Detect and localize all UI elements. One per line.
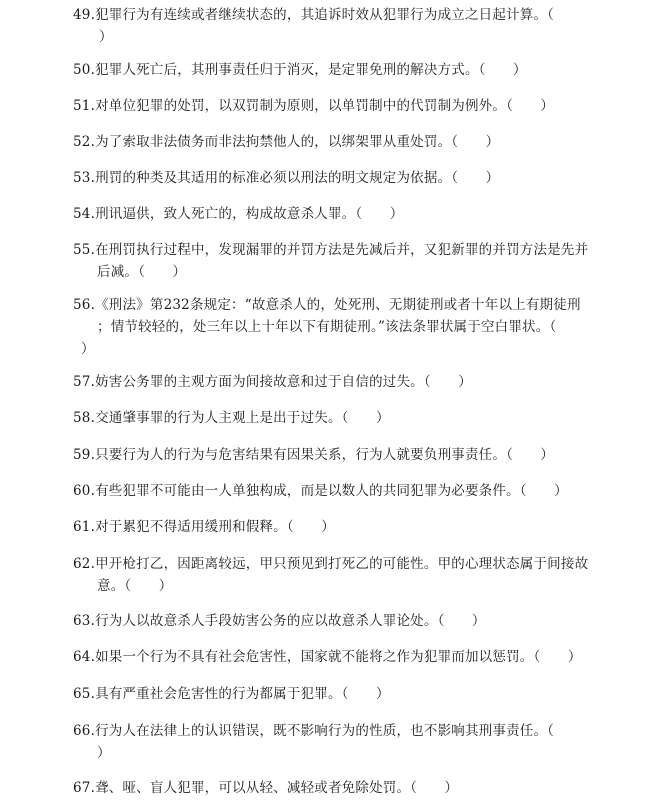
- question-text: 妨害公务罪的主观方面为间接故意和过于自信的过失。（ ）: [95, 374, 472, 390]
- question-text: 为了索取非法债务而非法拘禁他人的，以绑架罪从重处罚。（ ）: [95, 134, 500, 150]
- question-number: 57.: [73, 374, 96, 390]
- question-number: 52.: [73, 134, 96, 150]
- question-number: 64.: [73, 649, 96, 665]
- question-text: 对于累犯不得适用缓刑和假释。（ ）: [95, 519, 335, 535]
- question-52: [73, 131, 593, 153]
- question-text: 交通肇事罪的行为人主观上是出于过失。（ ）: [95, 410, 390, 426]
- question-61: [73, 516, 593, 538]
- question-56: [73, 294, 593, 360]
- question-number: 67.: [73, 780, 96, 796]
- question-text: 刑讯逼供，致人死亡的，构成故意杀人罪。（ ）: [95, 206, 404, 222]
- question-number: 50.: [73, 62, 96, 78]
- question-number: 61.: [73, 519, 96, 535]
- question-number: 63.: [73, 613, 96, 629]
- question-63: [73, 610, 593, 632]
- question-62: [73, 553, 593, 597]
- question-text: 具有严重社会危害性的行为都属于犯罪。（ ）: [95, 686, 390, 702]
- question-49: [73, 4, 593, 48]
- question-number: 59.: [73, 447, 96, 463]
- question-text: 聋、哑、盲人犯罪，可以从轻、减轻或者免除处罚。（ ）: [95, 780, 459, 796]
- question-55: [73, 239, 593, 283]
- question-text-continuation: ）: [97, 745, 111, 761]
- question-text-continuation-2: ）: [81, 341, 95, 357]
- question-text: 行为人在法律上的认识错误，既不影响行为的性质，也不影响其刑事责任。（: [95, 723, 555, 739]
- question-text: 刑罚的种类及其适用的标准必须以刑法的明文规定为依据。（ ）: [95, 170, 500, 186]
- question-66: [73, 720, 593, 764]
- question-number: 51.: [73, 98, 96, 114]
- question-67: [73, 777, 593, 799]
- question-text: 如果一个行为不具有社会危害性，国家就不能将之作为犯罪而加以惩罚。（ ）: [95, 649, 582, 665]
- question-54: [73, 203, 593, 225]
- question-53: [73, 167, 593, 189]
- question-text: 犯罪人死亡后，其刑事责任归于消灭，是定罪免刑的解决方式。（ ）: [95, 62, 527, 78]
- question-64: [73, 646, 593, 668]
- question-number: 58.: [73, 410, 96, 426]
- question-text: 甲开枪打乙，因距离较远，甲只预见到打死乙的可能性。甲的心理状态属于间接故: [95, 556, 589, 572]
- question-text-continuation: 后减。（ ）: [97, 264, 187, 280]
- question-number: 62.: [73, 556, 96, 572]
- question-text: 行为人以故意杀人手段妨害公务的应以故意杀人罪论处。（ ）: [95, 613, 486, 629]
- question-text: 犯罪行为有连续或者继续状态的，其追诉时效从犯罪行为成立之日起计算。（: [95, 7, 555, 23]
- question-number: 53.: [73, 170, 96, 186]
- question-text: 《刑法》第232条规定：“故意杀人的，处死刑、无期徒刑或者十年以上有期徒刑: [95, 297, 581, 313]
- question-text: 对单位犯罪的处罚，以双罚制为原则，以单罚制中的代罚制为例外。（ ）: [95, 98, 555, 114]
- question-number: 49.: [73, 7, 96, 23]
- question-text: 只要行为人的行为与危害结果有因果关系，行为人就要负刑事责任。（ ）: [95, 447, 555, 463]
- question-text-continuation: 意。（ ）: [97, 578, 173, 594]
- question-number: 66.: [73, 723, 96, 739]
- question-number: 65.: [73, 686, 96, 702]
- question-57: [73, 371, 593, 393]
- question-number: 55.: [73, 242, 96, 258]
- question-51: [73, 95, 593, 117]
- question-number: 60.: [73, 483, 96, 499]
- question-59: [73, 444, 593, 466]
- question-text: 有些犯罪不可能由一人单独构成，而是以数人的共同犯罪为必要条件。（ ）: [95, 483, 568, 499]
- question-65: [73, 683, 593, 705]
- question-60: [73, 480, 593, 502]
- question-number: 54.: [73, 206, 96, 222]
- question-number: 56.: [73, 297, 96, 313]
- question-text: 在刑罚执行过程中，发现漏罪的并罚方法是先减后并，又犯新罪的并罚方法是先并: [95, 242, 589, 258]
- question-58: [73, 407, 593, 429]
- question-text-continuation: ）: [99, 29, 113, 45]
- question-50: [73, 59, 593, 81]
- question-text-continuation: ；情节较轻的，处三年以上十年以下有期徒刑。”该法条罪状属于空白罪状。（: [97, 319, 557, 335]
